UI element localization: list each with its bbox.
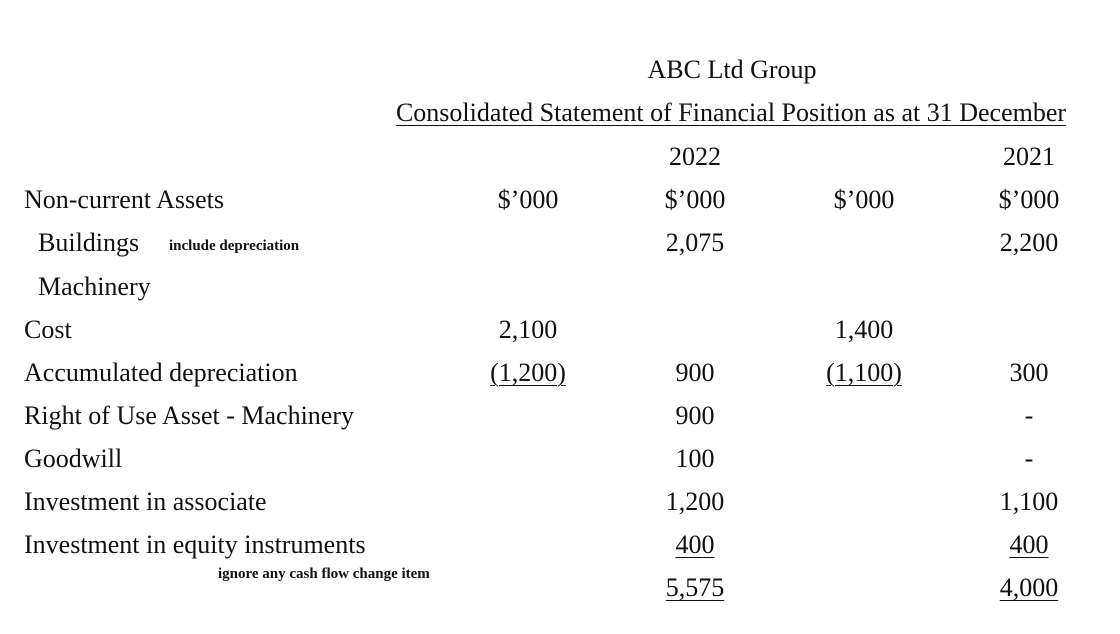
total-2022-value: 5,575: [665, 573, 725, 602]
cost-2022-value: 2,100: [498, 315, 558, 344]
unit-heading-2021-b: $’000: [998, 185, 1060, 214]
equity-label: Investment in equity instruments: [24, 530, 366, 559]
cost-2021-value: 1,400: [834, 315, 894, 344]
associate-label: Investment in associate: [24, 487, 267, 516]
goodwill-label: Goodwill: [24, 444, 123, 473]
buildings-2022-value: 2,075: [665, 228, 725, 257]
accum-dep-2022-value: (1,200): [490, 358, 566, 387]
buildings-label: Buildings: [38, 228, 140, 257]
rou-label: Right of Use Asset - Machinery: [24, 401, 355, 430]
machinery-nbv-2021-value: 300: [1009, 358, 1049, 387]
total-2021-value: 4,000: [999, 573, 1059, 602]
associate-2022-value: 1,200: [665, 487, 725, 516]
year-2021-heading: 2021: [1003, 142, 1055, 171]
rou-2022-value: 900: [675, 401, 715, 430]
machinery-nbv-2022-value: 900: [675, 358, 715, 387]
company-title: ABC Ltd Group: [647, 55, 817, 84]
rou-2021-value: -: [1024, 401, 1034, 430]
unit-heading-2022-a: $’000: [497, 185, 559, 214]
accum-dep-2021-value: (1,100): [826, 358, 902, 387]
machinery-label: Machinery: [38, 272, 151, 301]
goodwill-2022-value: 100: [675, 444, 715, 473]
cash-flow-annotation: ignore any cash flow change item: [218, 566, 430, 582]
associate-2021-value: 1,100: [999, 487, 1059, 516]
buildings-2021-value: 2,200: [999, 228, 1059, 257]
unit-heading-2022-b: $’000: [664, 185, 726, 214]
equity-2022-value: 400: [675, 530, 715, 559]
unit-heading-2021-a: $’000: [833, 185, 895, 214]
equity-2021-value: 400: [1009, 530, 1049, 559]
year-2022-heading: 2022: [669, 142, 721, 171]
section-label: Non-current Assets: [24, 185, 225, 214]
cost-label: Cost: [24, 315, 72, 344]
statement-title: Consolidated Statement of Financial Position as at 31 December: [395, 98, 1067, 127]
buildings-annotation: include depreciation: [169, 238, 300, 254]
accum-dep-label: Accumulated depreciation: [24, 358, 298, 387]
goodwill-2021-value: -: [1024, 444, 1034, 473]
